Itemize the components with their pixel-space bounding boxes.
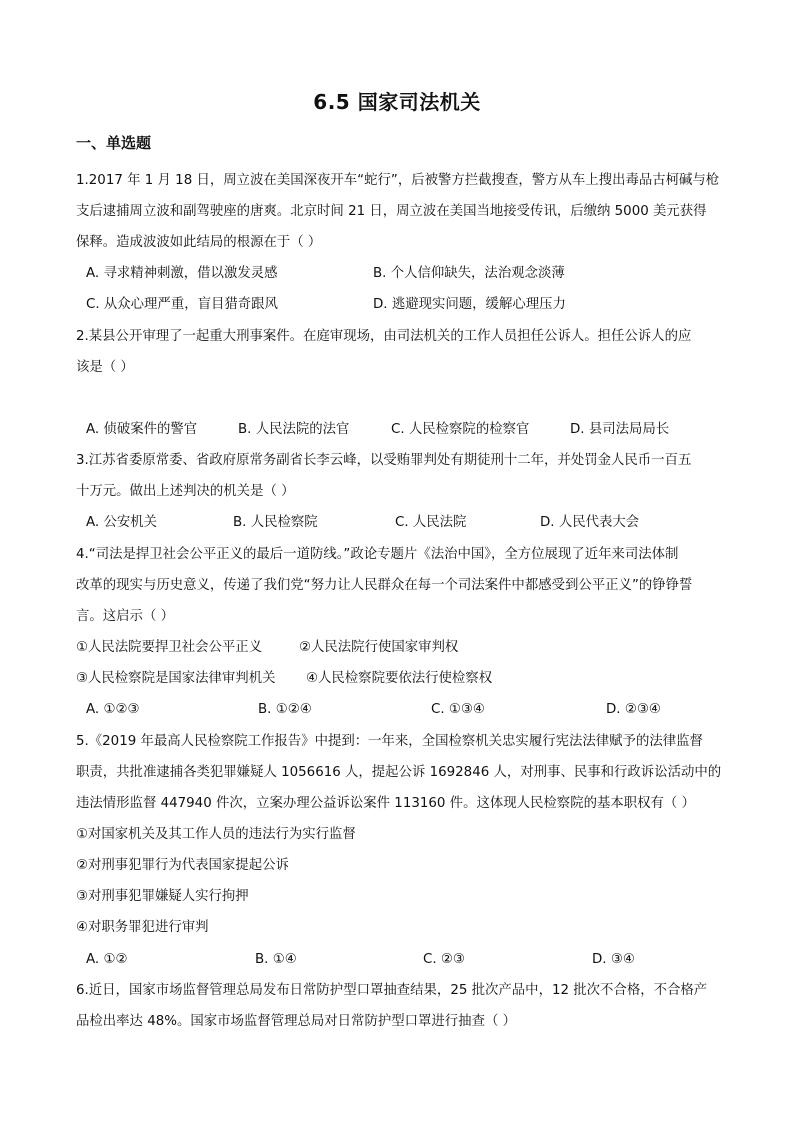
question-text-line: 4.“司法是捍卫社会公平正义的最后一道防线。”政论专题片《法治中国》，全方位展现了近年来司法体制 bbox=[76, 547, 679, 562]
option-d: D. 人民代表大会 bbox=[540, 515, 640, 530]
question-text-line: 违法情形监督 447940 件次，立案办理公益诉讼案件 113160 件。这体现人民检察院的基本职权有（ ） bbox=[76, 796, 695, 811]
statement-1: ①对国家机关及其工作人员的违法行为实行监督 bbox=[76, 827, 356, 842]
option-b: B. 个人信仰缺失，法治观念淡薄 bbox=[373, 266, 565, 281]
option-d: D. ②③④ bbox=[606, 702, 661, 717]
question-text-line: 1.2017 年 1 月 18 日，周立波在美国深夜开车“蛇行”，后被警方拦截搜查，警方从车上搜出毒品古柯碱与枪 bbox=[76, 173, 720, 188]
option-a: A. 寻求精神刺激，借以激发灵感 bbox=[86, 266, 278, 281]
question-text-line: 6.近日，国家市场监督管理总局发布日常防护型口罩抽查结果，25 批次产品中，12 批次不合格，不合格产 bbox=[76, 983, 708, 998]
option-a: A. 侦破案件的警官 bbox=[86, 422, 198, 437]
option-b: B. 人民检察院 bbox=[233, 515, 318, 530]
question-text-line: 该是（ ） bbox=[76, 360, 134, 375]
statement-3: ③对刑事犯罪嫌疑人实行拘押 bbox=[76, 889, 249, 904]
option-c: C. 人民法院 bbox=[395, 515, 467, 530]
question-text-line: 3.江苏省委原常委、省政府原常务副省长李云峰，以受贿罪判处有期徒刑十二年，并处罚金人民币一百五 bbox=[76, 453, 692, 468]
option-c: C. 人民检察院的检察官 bbox=[391, 422, 530, 437]
option-a: A. ①② bbox=[86, 952, 128, 967]
option-d: D. ③④ bbox=[592, 952, 635, 967]
option-c: C. ①③④ bbox=[431, 702, 485, 717]
option-a: A. ①②③ bbox=[86, 702, 140, 717]
statement-2: ②人民法院行使国家审判权 bbox=[299, 640, 459, 655]
option-b: B. ①④ bbox=[255, 952, 297, 967]
question-text-line: 保释。造成波波如此结局的根源在于（ ） bbox=[76, 235, 322, 250]
section-heading: 一、单选题 bbox=[76, 134, 152, 152]
question-text-line: 2.某县公开审理了一起重大刑事案件。在庭审现场，由司法机关的工作人员担任公诉人。担任公诉人的应 bbox=[76, 329, 692, 344]
statement-3: ③人民检察院是国家法律审判机关 bbox=[76, 671, 276, 686]
question-text-line: 言。这启示（ ） bbox=[76, 609, 174, 624]
option-a: A. 公安机关 bbox=[86, 515, 157, 530]
question-text-line: 支后逮捕周立波和副驾驶座的唐爽。北京时间 21 日，周立波在美国当地接受传讯，后缴纳 5000 美元获得 bbox=[76, 204, 707, 219]
option-b: B. ①②④ bbox=[258, 702, 312, 717]
statement-4: ④对职务罪犯进行审判 bbox=[76, 920, 209, 935]
question-text-line: 品检出率达 48%。国家市场监督管理总局对日常防护型口罩进行抽查（ ） bbox=[76, 1014, 516, 1029]
question-text-line: 5.《2019 年最高人民检察院工作报告》中提到：一年来，全国检察机关忠实履行宪法法律赋予的法律监督 bbox=[76, 734, 703, 749]
statement-1: ①人民法院要捍卫社会公平正义 bbox=[76, 640, 263, 655]
option-d: D. 逃避现实问题，缓解心理压力 bbox=[373, 297, 566, 312]
statement-4: ④人民检察院要依法行使检察权 bbox=[306, 671, 493, 686]
option-c: C. 从众心理严重，盲目猎奇跟风 bbox=[86, 297, 278, 312]
option-b: B. 人民法院的法官 bbox=[238, 422, 350, 437]
statement-2: ②对刑事犯罪行为代表国家提起公诉 bbox=[76, 858, 289, 873]
option-d: D. 县司法局局长 bbox=[570, 422, 670, 437]
option-c: C. ②③ bbox=[423, 952, 465, 967]
question-text-line: 十万元。做出上述判决的机关是（ ） bbox=[76, 484, 295, 499]
question-text-line: 职责，共批准逮捕各类犯罪嫌疑人 1056616 人，提起公诉 1692846 人，对刑事、民事和行政诉讼活动中的 bbox=[76, 765, 722, 780]
question-text-line: 改革的现实与历史意义，传递了我们党“努力让人民群众在每一个司法案件中都感受到公平正义”的铮铮誓 bbox=[76, 578, 693, 593]
page-title: 6.5 国家司法机关 bbox=[313, 90, 481, 114]
